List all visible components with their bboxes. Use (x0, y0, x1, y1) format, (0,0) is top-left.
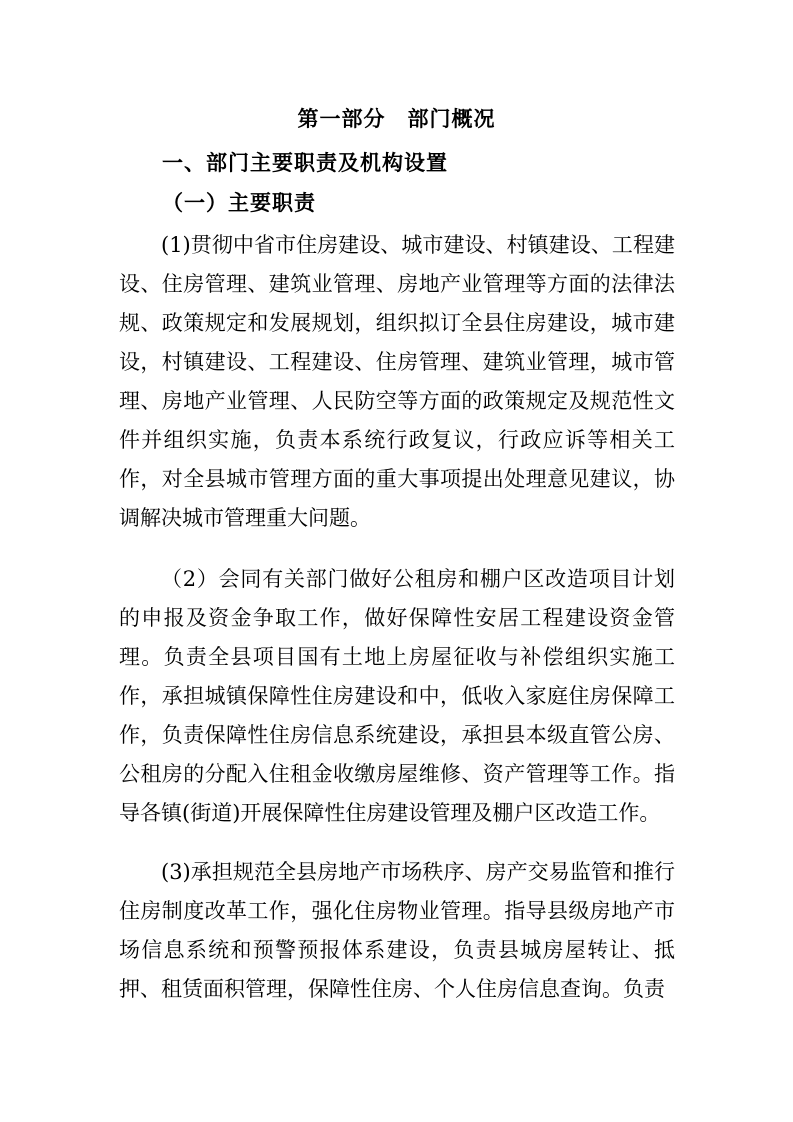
part-title-number: 第一部分 (297, 106, 386, 131)
paragraph-duty-2: （2）会同有关部门做好公租房和棚户区改造项目计划的申报及资金争取工作，做好保障性安居工程建设资金管理。负责全县项目国有土地上房屋征收与补偿组织实施工作，承担城镇保障性住房建设和中，低收入家庭住房保障工作，负责保障性住房信息系统建设，承担县本级直管公房、公租房的分配入住租金收缴房屋维修、资产管理等工作。指导各镇(街道)开展保障性住房建设管理及棚户区改造工作。 (119, 567, 675, 825)
part-title-text: 部门概况 (407, 106, 496, 131)
subsection-heading: （一）主要职责 (162, 190, 316, 215)
paragraph-duty-1: (1)贯彻中省市住房建设、城市建设、村镇建设、工程建设、住房管理、建筑业管理、房地产业管理等方面的法律法规、政策规定和发展规划，组织拟订全县住房建设，城市建设，村镇建设、工程建设、住房管理、建筑业管理，城市管理、房地产业管理、人民防空等方面的政策规定及规范性文件并组织实施，负责本系统行政复议，行政应诉等相关工作，对全县城市管理方面的重大事项提出处理意见建议，协调解决城市管理重大问题。 (119, 233, 675, 530)
part-title (0, 103, 793, 133)
section-heading: 一、部门主要职责及机构设置 (162, 150, 448, 175)
paragraph-duty-3: (3)承担规范全县房地产市场秩序、房产交易监管和推行住房制度改革工作，强化住房物业管理。指导县级房地产市场信息系统和预警预报体系建设，负责县城房屋转让、抵押、租赁面积管理，保障性住房、个人住房信息查询。负责 (119, 860, 675, 1001)
